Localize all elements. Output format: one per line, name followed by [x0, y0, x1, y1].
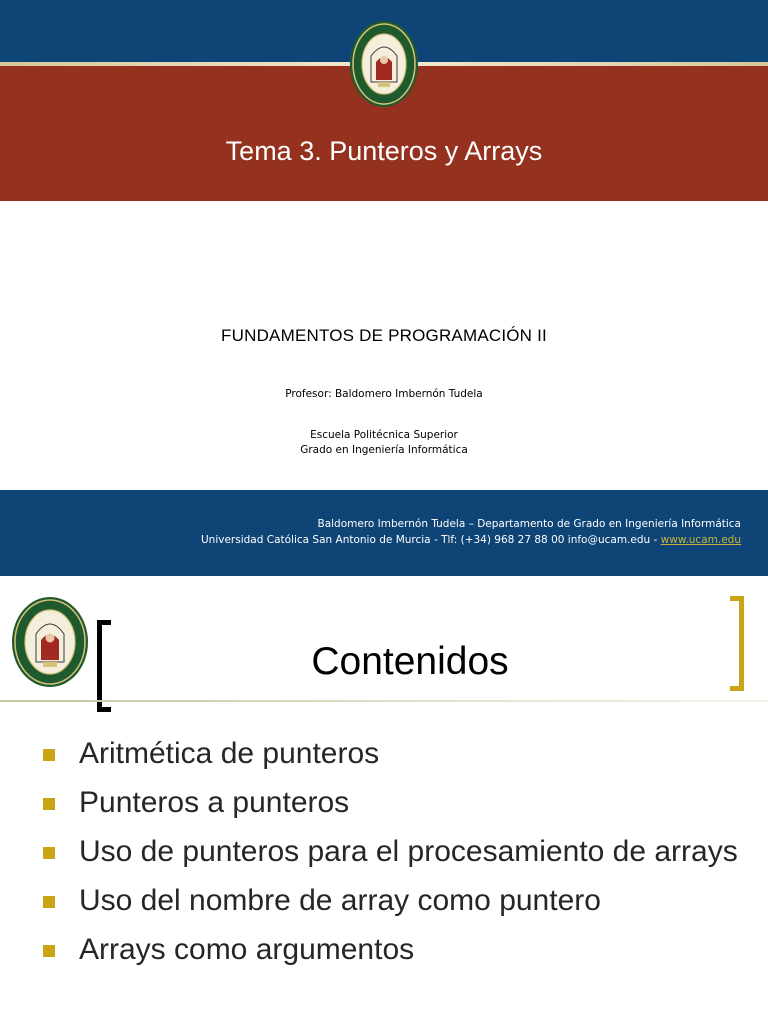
list-item-text: Arrays como argumentos	[79, 933, 415, 966]
footer-website-link[interactable]: www.ucam.edu	[660, 534, 741, 546]
footer-department: Baldomero Imbernón Tudela – Departamento de Grado en Ingeniería Informática	[317, 518, 741, 530]
university-seal-logo	[11, 596, 89, 688]
title-bracket-left	[97, 620, 111, 712]
school-line: Escuela Politécnica Superior	[310, 429, 458, 441]
square-bullet-icon	[43, 945, 55, 957]
square-bullet-icon	[43, 798, 55, 810]
footer-band	[0, 490, 768, 576]
list-item	[0, 930, 768, 970]
list-item-text: Uso de punteros para el procesamiento de arrays	[79, 835, 738, 868]
list-item	[0, 881, 768, 921]
square-bullet-icon	[43, 896, 55, 908]
list-item	[0, 734, 768, 774]
university-seal-logo	[349, 20, 419, 108]
list-item	[0, 832, 768, 872]
slide-title: Contenidos	[311, 640, 509, 683]
professor-line: Profesor: Baldomero Imbernón Tudela	[285, 388, 483, 400]
footer-contact	[1, 534, 741, 546]
list-item-text: Punteros a punteros	[79, 786, 350, 819]
footer-contact-text: Universidad Católica San Antonio de Murcia - Tlf: (+34) 968 27 88 00 info@ucam.edu -	[201, 534, 661, 546]
degree-line: Grado en Ingeniería Informática	[300, 444, 468, 456]
slide-title: Tema 3. Punteros y Arrays	[225, 136, 543, 166]
square-bullet-icon	[43, 749, 55, 761]
contents-slide	[0, 576, 768, 1024]
list-item-text: Aritmética de punteros	[79, 737, 380, 770]
square-bullet-icon	[43, 847, 55, 859]
title-bracket-right	[730, 596, 744, 691]
list-item	[0, 783, 768, 823]
title-underline	[0, 700, 768, 702]
contents-list	[0, 734, 768, 979]
list-item-text: Uso del nombre de array como puntero	[79, 884, 601, 917]
course-name: FUNDAMENTOS DE PROGRAMACIÓN II	[221, 326, 547, 345]
